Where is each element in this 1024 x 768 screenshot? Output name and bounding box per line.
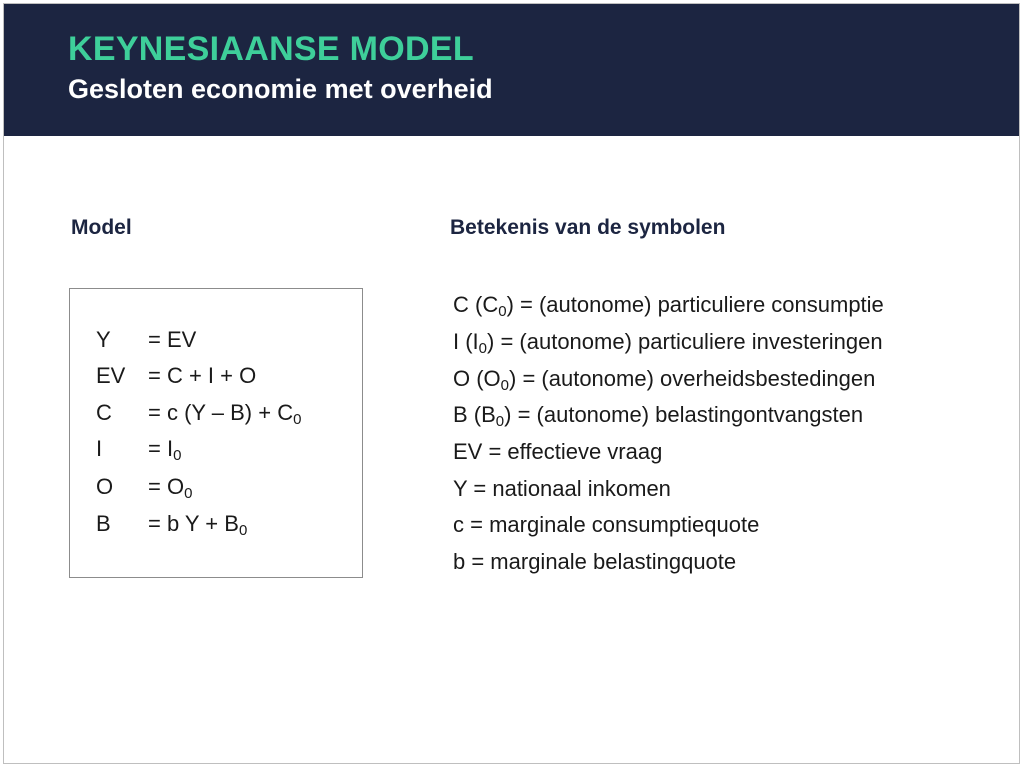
equation-lhs: O [96,474,114,499]
symbol-definition [453,396,863,433]
header-banner [4,4,1019,136]
equation-rhs [148,469,192,505]
equation-text: = I [148,436,174,461]
equation-text: = EV [148,327,197,352]
definition-text: O (O [453,366,501,391]
symbol-definition [453,470,671,507]
symbols-heading: Betekenis van de symbolen [450,216,726,239]
equation-text: = C + I + O [148,363,257,388]
equation-rhs [148,358,256,394]
definition-text: b = marginale belastingquote [453,549,737,574]
symbol-definition [453,323,883,360]
slide [3,3,1020,764]
equation-rhs [148,322,196,358]
subscript-zero: 0 [238,522,248,539]
model-equations-box [69,288,363,578]
definition-text: C (C [453,292,499,317]
equation-text: = O [148,474,185,499]
subscript-zero: 0 [293,411,302,428]
symbol-definition [453,543,736,580]
equation-lhs: I [96,436,103,461]
equation-lhs: EV [96,363,126,388]
symbol-definition [453,360,875,397]
subscript-zero: 0 [478,340,488,357]
subscript-zero: 0 [173,447,182,464]
slide-title: KEYNESIAANSE MODEL [68,30,474,68]
definition-text: B (B [453,402,496,427]
equation-lhs: B [96,511,111,536]
definition-text: ) = (autonome) particuliere consumptie [506,292,884,317]
symbol-definition [453,433,662,470]
definition-text: ) = (autonome) overheidsbestedingen [509,366,876,391]
equation-rhs [148,395,301,431]
equation-text: = b Y + B [148,511,239,536]
equation-text: = c (Y – B) + C [148,400,294,425]
definition-text: I (I [453,329,479,354]
definition-text: ) = (autonome) belastingontvangsten [504,402,864,427]
subscript-zero: 0 [500,377,510,394]
slide-subtitle: Gesloten economie met overheid [68,74,493,104]
equation-rhs [148,431,181,467]
symbol-definition [453,506,759,543]
symbol-definition [453,286,884,323]
definition-text: c = marginale consumptiequote [453,512,760,537]
subscript-zero: 0 [184,485,193,502]
subscript-zero: 0 [498,303,507,320]
definition-text: EV = effectieve vraag [453,439,663,464]
subscript-zero: 0 [495,413,505,430]
definition-text: ) = (autonome) particuliere investeringen [487,329,883,354]
definition-text: Y = nationaal inkomen [453,476,671,501]
equation-rhs [148,506,247,542]
equation-lhs: Y [96,327,111,352]
model-heading: Model [71,216,132,239]
equation-lhs: C [96,400,112,425]
